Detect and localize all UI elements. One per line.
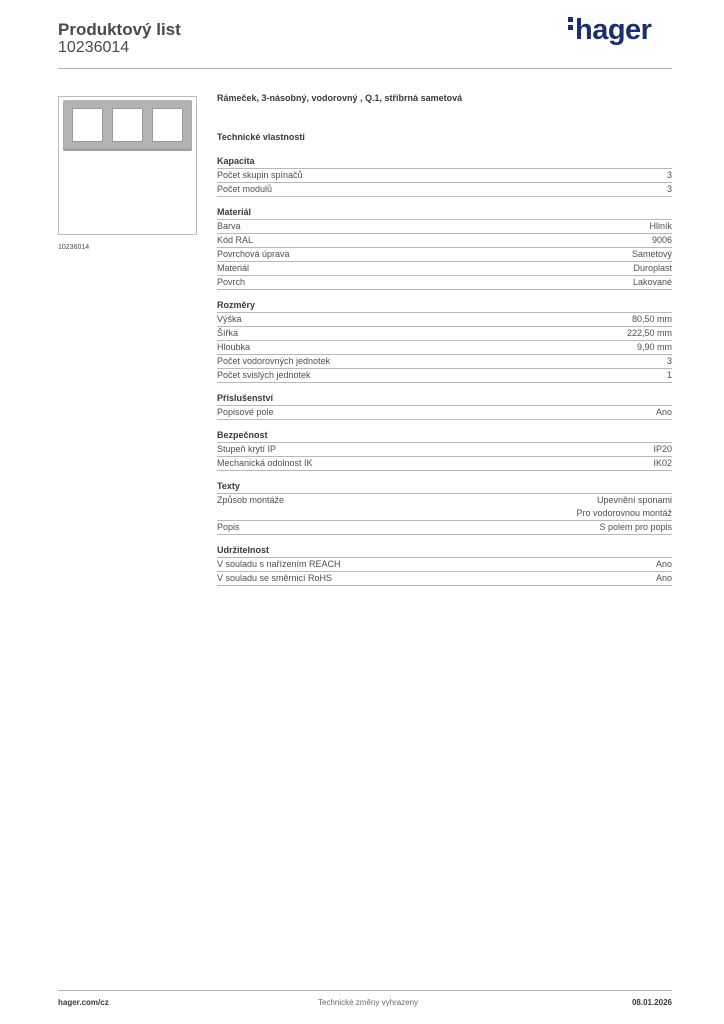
section-title: Rozměry bbox=[217, 299, 672, 313]
section-title: Kapacita bbox=[217, 155, 672, 169]
spec-value: 9006 bbox=[651, 235, 672, 245]
spec-row bbox=[217, 183, 672, 197]
spec-section bbox=[217, 206, 672, 290]
spec-value: Sametový bbox=[631, 249, 672, 259]
spec-value: 3 bbox=[666, 184, 672, 194]
spec-row bbox=[217, 521, 672, 535]
frame-illustration bbox=[63, 100, 192, 151]
spec-label: Počet vodorovných jednotek bbox=[217, 356, 331, 366]
frame-opening bbox=[152, 108, 183, 142]
spec-row bbox=[217, 313, 672, 327]
spec-label: Mechanická odolnost IK bbox=[217, 458, 313, 468]
spec-label: Materiál bbox=[217, 263, 250, 273]
spec-row bbox=[217, 169, 672, 183]
spec-section bbox=[217, 429, 672, 471]
tech-properties-heading: Technické vlastnosti bbox=[217, 132, 305, 142]
product-image bbox=[58, 96, 197, 235]
spec-label: Barva bbox=[217, 221, 241, 231]
product-name: Rámeček, 3-násobný, vodorovný , Q.1, stříbrná sametová bbox=[217, 93, 463, 103]
spec-section bbox=[217, 392, 672, 420]
spec-label: Povrch bbox=[217, 277, 246, 287]
spec-row bbox=[217, 572, 672, 586]
spec-row bbox=[217, 443, 672, 457]
spec-row bbox=[217, 220, 672, 234]
spec-row bbox=[217, 341, 672, 355]
spec-value: 3 bbox=[666, 170, 672, 180]
spec-value: Ano bbox=[655, 407, 672, 417]
spec-value: 1 bbox=[666, 370, 672, 380]
page-title: Produktový list bbox=[58, 20, 181, 39]
spec-label: Kód RAL bbox=[217, 235, 254, 245]
spec-value: Lakované bbox=[632, 277, 672, 287]
logo-text: hager bbox=[575, 14, 652, 46]
frame-opening bbox=[72, 108, 103, 142]
spec-value: Hliník bbox=[649, 221, 672, 231]
spec-row bbox=[217, 276, 672, 290]
spec-row bbox=[217, 494, 672, 521]
spec-row bbox=[217, 262, 672, 276]
spec-section bbox=[217, 544, 672, 586]
spec-section bbox=[217, 299, 672, 383]
section-title: Bezpečnost bbox=[217, 429, 672, 443]
section-title: Texty bbox=[217, 480, 672, 494]
spec-section bbox=[217, 155, 672, 197]
spec-sections bbox=[217, 155, 672, 586]
section-title: Příslušenství bbox=[217, 392, 672, 406]
spec-value: S polem pro popis bbox=[599, 522, 672, 532]
image-caption: 10236014 bbox=[58, 244, 90, 251]
spec-label: Povrchová úprava bbox=[217, 249, 290, 259]
section-title: Materiál bbox=[217, 206, 672, 220]
spec-row bbox=[217, 355, 672, 369]
spec-value: 3 bbox=[666, 356, 672, 366]
spec-value: 9,90 mm bbox=[636, 342, 672, 352]
spec-row bbox=[217, 234, 672, 248]
spec-label: Šířka bbox=[217, 328, 239, 338]
logo-dots-icon bbox=[568, 17, 573, 33]
spec-row bbox=[217, 248, 672, 262]
footer-divider bbox=[58, 990, 672, 991]
spec-value: IP20 bbox=[653, 444, 672, 454]
spec-label: Hloubka bbox=[217, 342, 251, 352]
header-divider bbox=[58, 68, 672, 69]
spec-section bbox=[217, 480, 672, 535]
footer-website: hager.com/cz bbox=[58, 998, 109, 1007]
product-code: 10236014 bbox=[58, 39, 130, 56]
spec-label: Způsob montáže bbox=[217, 495, 285, 505]
spec-row bbox=[217, 406, 672, 420]
spec-label: Počet skupin spínačů bbox=[217, 170, 303, 180]
spec-value: Ano bbox=[655, 559, 672, 569]
spec-label: Počet svislých jednotek bbox=[217, 370, 311, 380]
spec-label: V souladu se směrnicí RoHS bbox=[217, 573, 333, 583]
spec-label: Popis bbox=[217, 522, 240, 532]
spec-value: Upevnění sponami Pro vodorovnou montáž bbox=[576, 495, 672, 518]
spec-label: Počet modulů bbox=[217, 184, 273, 194]
spec-value: 222,50 mm bbox=[626, 328, 672, 338]
section-title: Udržitelnost bbox=[217, 544, 672, 558]
frame-opening bbox=[112, 108, 143, 142]
spec-row bbox=[217, 369, 672, 383]
spec-value: Duroplast bbox=[633, 263, 672, 273]
spec-label: V souladu s nařízením REACH bbox=[217, 559, 341, 569]
hager-logo bbox=[568, 14, 651, 47]
spec-label: Stupeň krytí IP bbox=[217, 444, 277, 454]
spec-label: Výška bbox=[217, 314, 242, 324]
footer-notice: Technické změny vyhrazeny bbox=[318, 998, 419, 1007]
spec-label: Popisové pole bbox=[217, 407, 274, 417]
spec-row bbox=[217, 457, 672, 471]
spec-value: Ano bbox=[655, 573, 672, 583]
spec-row bbox=[217, 327, 672, 341]
spec-row bbox=[217, 558, 672, 572]
spec-value: 80,50 mm bbox=[631, 314, 672, 324]
footer-date: 08.01.2026 bbox=[631, 998, 672, 1007]
spec-sheet bbox=[217, 93, 672, 586]
spec-value: IK02 bbox=[653, 458, 672, 468]
